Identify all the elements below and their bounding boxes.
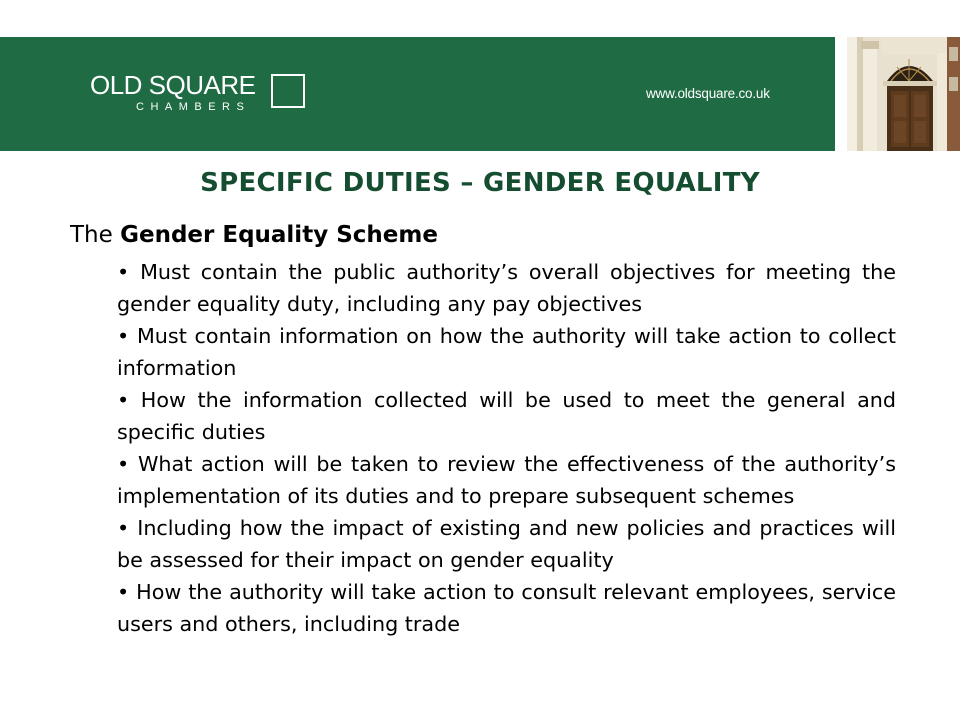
bullet-marker: • bbox=[117, 580, 130, 604]
bullet-item bbox=[117, 320, 896, 384]
subtitle-prefix: The bbox=[70, 222, 121, 248]
building-doorway-photo bbox=[847, 37, 960, 151]
subtitle-scheme-name: Gender Equality Scheme bbox=[120, 222, 438, 248]
bullet-text: How the authority will take action to consult relevant employees, service users and others, including trade bbox=[117, 580, 896, 636]
website-url: www.oldsquare.co.uk bbox=[646, 86, 770, 101]
old-square-chambers-logo bbox=[90, 71, 320, 117]
slide-subtitle bbox=[70, 222, 438, 248]
bullet-item bbox=[117, 384, 896, 448]
bullet-text: What action will be taken to review the effectiveness of the authority’s implementation of its duties and to prepare subsequent schemes bbox=[117, 452, 896, 508]
logo-text-chambers: CHAMBERS bbox=[136, 101, 251, 113]
logo-text-old-square: OLD SQUARE bbox=[90, 70, 256, 100]
bullet-list bbox=[117, 256, 896, 640]
bullet-marker: • bbox=[117, 324, 130, 348]
logo-square-icon bbox=[271, 74, 305, 108]
bullet-item bbox=[117, 576, 896, 640]
bullet-marker: • bbox=[117, 452, 130, 476]
bullet-text: Must contain the public authority’s overall objectives for meeting the gender equality duty, including any pay objectives bbox=[117, 260, 896, 316]
slide-title: SPECIFIC DUTIES – GENDER EQUALITY bbox=[200, 168, 760, 198]
bullet-text: Must contain information on how the authority will take action to collect information bbox=[117, 324, 896, 380]
bullet-item bbox=[117, 512, 896, 576]
bullet-marker: • bbox=[117, 388, 130, 412]
bullet-text: How the information collected will be used to meet the general and specific duties bbox=[117, 388, 896, 444]
bullet-marker: • bbox=[117, 260, 130, 284]
bullet-text: Including how the impact of existing and new policies and practices will be assessed for their impact on gender equality bbox=[117, 516, 897, 572]
bullet-item bbox=[117, 448, 896, 512]
bullet-marker: • bbox=[117, 516, 130, 540]
bullet-item bbox=[117, 256, 896, 320]
